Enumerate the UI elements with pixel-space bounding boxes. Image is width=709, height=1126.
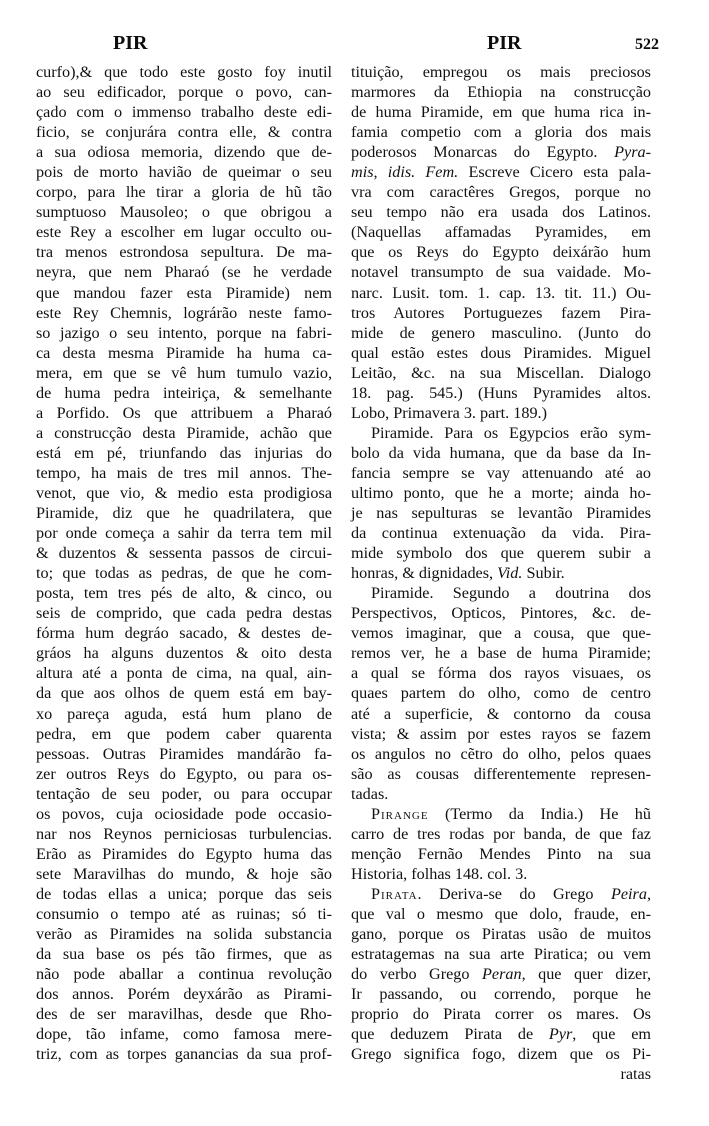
text-line: Leitão, &c. na sua Miscellan. Dialogo [351,363,651,382]
text-line: consumio o tempo até as ruinas; só ti- [36,904,332,923]
text-line: altura até a ponta de cima, na qual, ain- [36,664,332,683]
text-line: ficio, se conjurára contra elle, & contra [36,123,332,142]
text-line: a qual se fórma dos rayos visuaes, os [351,664,651,683]
text-line: os povos, cuja ociosidade pode occasio- [36,804,332,823]
text-line: Lobo, Primavera 3. part. 189.) [351,403,547,422]
text-line: sete Maravilhas do mundo, & hoje são [36,864,332,883]
left-text-column [36,62,332,1064]
text-line: da continua extenuação da vida. Pira- [351,524,651,543]
catchword: ratas [620,1065,651,1084]
text-line: da que aos olhos de quem está em bay- [36,684,332,703]
text-line: Erão as Piramides do Egypto huma das [36,844,332,863]
text-line: (Naquellas affamadas Pyramides, em [351,223,651,242]
text-line: os angulos no cẽtro do olho, pelos quaes [351,744,651,763]
text-line: a Porfido. Os que attribuem a Pharaó [36,403,332,422]
italic-text: mis, idis. Fem. [351,163,459,182]
text-line: que os Reys do Egypto deixárão hum [351,243,651,262]
text-line: Grego significa fogo, dizem que os Pi- [351,1045,651,1064]
text-line: tituição, empregou os mais preciosos [351,63,651,81]
text-line: de todas ellas a unica; porque das seis [36,884,332,903]
text-line: xo pareça aguda, está hum plano de [36,704,332,723]
italic-text: Peran [482,965,522,984]
italic-text: Pyra- [614,143,651,162]
text-line: que val o mesmo que dolo, fraude, en- [351,904,651,923]
text-line: de huma Piramide, em que huma rica in- [351,103,651,122]
text-line: 18. pag. 545.) (Huns Pyramides altos. [351,383,651,402]
text-line: tra menos estrondosa sepultura. De ma- [36,243,332,262]
entry-headword: Pirange [371,804,429,823]
text-line: marmores da Ethiopia na construcção [351,83,651,102]
text-line: çado com o immenso trabalho deste edi- [36,103,332,122]
text-line: do verbo Grego Peran, que quer dizer, [351,965,651,984]
italic-text: Vid. [497,564,523,583]
text-line: ao seu edificador, porque o povo, can- [36,83,332,102]
text-line: proprio do Pirata correr os mares. Os [351,1005,651,1024]
text-line: gráos ha alguns duzentos & oito desta [36,644,332,663]
italic-text: Pyr [548,1025,573,1044]
text-line: Piramide. Para os Egypcios erão sym- [371,423,651,442]
left-running-head: PIR [113,32,148,54]
text-line: que mandou fazer esta Piramide) nem [36,283,332,302]
text-line: vemos imaginar, que a cousa, que que- [351,624,651,643]
right-running-head: PIR [487,32,522,54]
text-line: até a superficie, & contorno da cousa [351,704,651,723]
text-line: des de ser maravilhas, desde que Rho- [36,1005,332,1024]
text-line: narc. Lusit. tom. 1. cap. 13. tit. 11.) Ou- [351,283,651,302]
text-line: nar nos Reynos perniciosas turbulencias. [36,824,332,843]
text-line: carro de tres rodas por banda, de que faz [351,824,651,843]
text-line: dos annos. Porém deyxárão as Pirami- [36,985,332,1004]
text-line: menção Fernão Mendes Pinto na sua [351,844,651,863]
text-line: tadas. [351,784,389,803]
text-line: seu tempo não era usada dos Latinos. [351,203,651,222]
entry-headword: Pirata [371,884,418,903]
text-line: pessoas. Outras Piramides mandárão fa- [36,744,332,763]
text-line: ultimo ponto, que he a morte; ainda ho- [351,483,651,502]
text-line: tros Autores Portuguezes fazem Pira- [351,303,651,322]
text-line: fancia sempre se vay attenuando até ao [351,463,651,482]
text-line: curfo),& que todo este gosto foy inutil [36,63,332,81]
text-line: Piramide. Segundo a doutrina dos [371,584,651,603]
text-line: & duzentos & sessenta passos de circui- [36,544,332,563]
text-line: mera, em que se vê hum tumulo vazio, [36,363,332,382]
text-line: são as cousas differentemente represen- [351,764,651,783]
text-line: famia competio com a gloria dos mais [351,123,651,142]
text-line: estratagemas na sua arte Piratica; ou vem [351,945,651,964]
text-line: tempo, ha mais de tres mil annos. The- [36,463,332,482]
text-line: posta, tem tres pés de alto, & cinco, ou [36,584,332,603]
text-line: quaes partem do olho, como de centro [351,684,651,703]
text-line: verão as Piramides na solida substancia [36,925,332,944]
text-line: de huma pedra inteiriça, & semelhante [36,383,332,402]
text-line: bolo da vida humana, que da base da In- [351,443,651,462]
text-line: Historia, folhas 148. col. 3. [351,864,528,883]
text-line: vista; & assim por estes rayos se fazem [351,724,651,743]
text-line: venot, que vio, & medio esta prodigiosa [36,483,332,502]
text-line: vra com caractêres Gregos, porque no [351,183,651,202]
text-line: sumptuoso Mausoleo; o que obrigou a [36,203,332,222]
text-line: to; que todas as pedras, de que he com- [36,564,332,583]
text-line: mide de genero masculino. (Junto do [351,323,651,342]
text-line: a construcção desta Piramide, achão que [36,423,332,442]
text-line: honras, & dignidades, Vid. Subir. [351,564,565,583]
text-line: ca desta mesma Piramide ha huma ca- [36,343,332,362]
text-line: tentação de seu poder, ou para occupar [36,784,332,803]
text-line: por onde começa a sahir da terra tem mil [36,524,332,543]
text-line: está em pé, triunfando das injurias do [36,443,332,462]
text-line: seis de comprido, que cada pedra destas [36,604,332,623]
text-line: corpo, para lhe tirar a gloria de hũ tão [36,183,332,202]
text-line: Perspectivos, Opticos, Pintores, &c. de- [351,604,651,623]
text-line: este Rey Chemnis, lográrão neste famo- [36,303,332,322]
text-line: so jazigo o seu intento, porque na fabri- [36,323,332,342]
text-line: zer outros Reys do Egypto, ou para os- [36,764,332,783]
text-line: Ir passando, ou correndo, porque he [351,985,651,1004]
entry-headword-line: Pirata. Deriva-se do Grego Peira, [371,884,651,903]
text-line: je nas sepulturas se levantão Piramides [351,504,651,523]
text-line: pedra, em que podem caber quarenta [36,724,332,743]
text-line: a sua odiosa memoria, dizendo que de- [36,143,332,162]
text-line: poderosos Monarcas do Egypto. Pyra- [351,143,651,162]
text-line: Piramide, diz que he quadrilatera, que [36,504,332,523]
text-line: da sua base os pés tão firmes, que as [36,945,332,964]
text-line: este Rey a escolher em lugar occulto ou- [36,223,332,242]
entry-headword-line: Pirange (Termo da India.) He hũ [371,804,651,823]
text-line: notavel transumpto de sua vaidade. Mo- [351,263,651,282]
text-line: qual estão estes dous Piramides. Miguel [351,343,651,362]
text-line: dope, tão infame, como famosa mere- [36,1025,332,1044]
text-line: não pode aballar a continua revolução [36,965,332,984]
text-line: pois de morto havião de queimar o seu [36,163,332,182]
text-line: mide symbolo dos que querem subir a [351,544,651,563]
page-number: 522 [635,36,659,53]
text-line: fórma hum degráo sacado, & destes de- [36,624,332,643]
text-line: remos ver, he a base de huma Piramide; [351,644,651,663]
right-text-column [351,62,651,1084]
text-line: triz, com as torpes ganancias da sua prof- [36,1045,332,1064]
italic-text: Peira, [610,884,651,903]
text-line: mis, idis. Fem. Escreve Cicero esta pala- [351,163,651,182]
text-line: que deduzem Pirata de Pyr, que em [351,1025,651,1044]
text-line: gano, porque os Piratas usão de muitos [351,925,651,944]
text-line: neyra, que nem Pharaó (se he verdade [36,263,332,282]
